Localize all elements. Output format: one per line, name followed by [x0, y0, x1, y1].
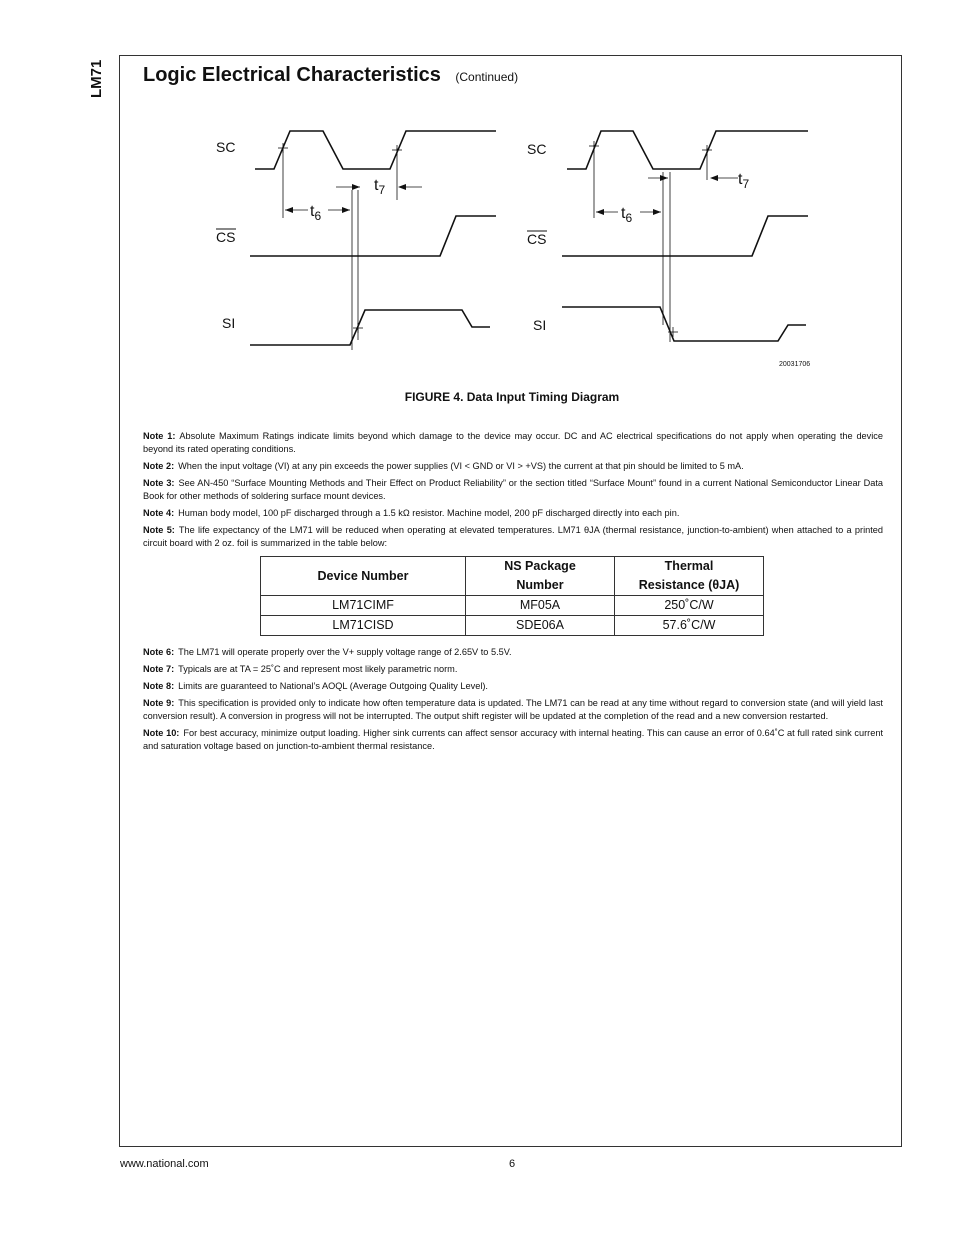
- side-product-label: LM71: [88, 59, 105, 98]
- left-si-waveform: [250, 310, 490, 345]
- col-thermal-resistance: Thermal Resistance (θJA): [615, 557, 764, 596]
- footer-website[interactable]: www.national.com: [120, 1158, 209, 1170]
- page-number: 6: [509, 1158, 516, 1170]
- timing-diagram: [200, 110, 820, 360]
- note-9: Note 9: This specification is provided only to indicate how often temperature data is updated. The LM71 can be read at any time without regard to conversion state (and will yield last conversion result). A conversion in progress will not be interrupted. The output shift register will be updated at the completion of the read and a new conversion restarted.: [143, 698, 883, 721]
- table-row: LM71CIMF MF05A 250˚C/W: [261, 596, 764, 616]
- right-cs-label: CS: [527, 231, 547, 247]
- section-subtitle: (Continued): [455, 70, 519, 84]
- note-10: Note 10: For best accuracy, minimize output loading. Higher sink currents can affect sensor accuracy with internal heating. This can cause an error of 0.64˚C at full rated sink current and saturation voltage based on junction-to-ambient thermal resistance.: [143, 728, 884, 751]
- table-header-row: [261, 557, 764, 596]
- right-cs-waveform: [562, 216, 808, 256]
- right-si-waveform: [562, 307, 806, 341]
- right-t7-label: $t_7$: [738, 171, 750, 191]
- note-6: Note 6: The LM71 will operate properly over the V+ supply voltage range of 2.65V to 5.5V.: [143, 647, 512, 657]
- right-sc-waveform: [567, 131, 808, 169]
- right-sc-label: SC: [527, 141, 547, 157]
- note-5: Note 5: The life expectancy of the LM71 will be reduced when operating at elevated temperatures. LM71 θJA (thermal resistance, junction-to-ambient) when attached to a printed circuit board with 2 oz. foil is summarized in the table below:: [143, 525, 883, 548]
- left-sc-label: SC: [216, 139, 236, 155]
- figure-caption: FIGURE 4. Data Input Timing Diagram: [404, 390, 620, 404]
- right-si-label: SI: [533, 317, 547, 333]
- note-1: Note 1: Absolute Maximum Ratings indicate limits beyond which damage to the device may occur. DC and AC electrical specifications do not apply when operating the device beyond its rated operating conditions.: [143, 431, 883, 454]
- note-7: Note 7: Typicals are at TA = 25˚C and represent most likely parametric norm.: [143, 664, 458, 674]
- thermal-table-wrapper: [260, 556, 883, 636]
- notes-section: [143, 430, 883, 757]
- note-8: Note 8: Limits are guaranteed to National’s AOQL (Average Outgoing Quality Level).: [143, 681, 488, 691]
- left-sc-waveform: [255, 131, 496, 169]
- left-t6-label: $t_6$: [310, 203, 322, 223]
- note-2: Note 2: When the input voltage (VI) at any pin exceeds the power supplies (VI < GND or VI > +VS) the current at that pin should be limited to 5 mA.: [143, 461, 744, 471]
- col-package-number: NS Package Number: [466, 557, 615, 596]
- table-row: LM71CISD SDE06A 57.6˚C/W: [261, 616, 764, 636]
- section-title: Logic Electrical Characteristics: [143, 64, 441, 86]
- left-cs-waveform: [250, 216, 496, 256]
- page-title: [143, 64, 518, 87]
- left-t7-label: $t_7$: [374, 177, 386, 197]
- thermal-resistance-table: [260, 556, 764, 636]
- note-4: Note 4: Human body model, 100 pF discharged through a 1.5 kΩ resistor. Machine model, 200 pF discharged directly into each pin.: [143, 508, 680, 518]
- left-si-label: SI: [222, 315, 236, 331]
- right-t6-label: $t_6$: [621, 205, 633, 225]
- col-device-number: Device Number: [261, 557, 466, 596]
- left-cs-label: CS: [216, 229, 236, 245]
- note-3: Note 3: See AN-450 “Surface Mounting Methods and Their Effect on Product Reliability” or the section titled “Surface Mount” found in a current National Semiconductor Linear Data Book for other methods of soldering surface mount devices.: [143, 478, 883, 501]
- figure-id: 20031706: [779, 361, 811, 368]
